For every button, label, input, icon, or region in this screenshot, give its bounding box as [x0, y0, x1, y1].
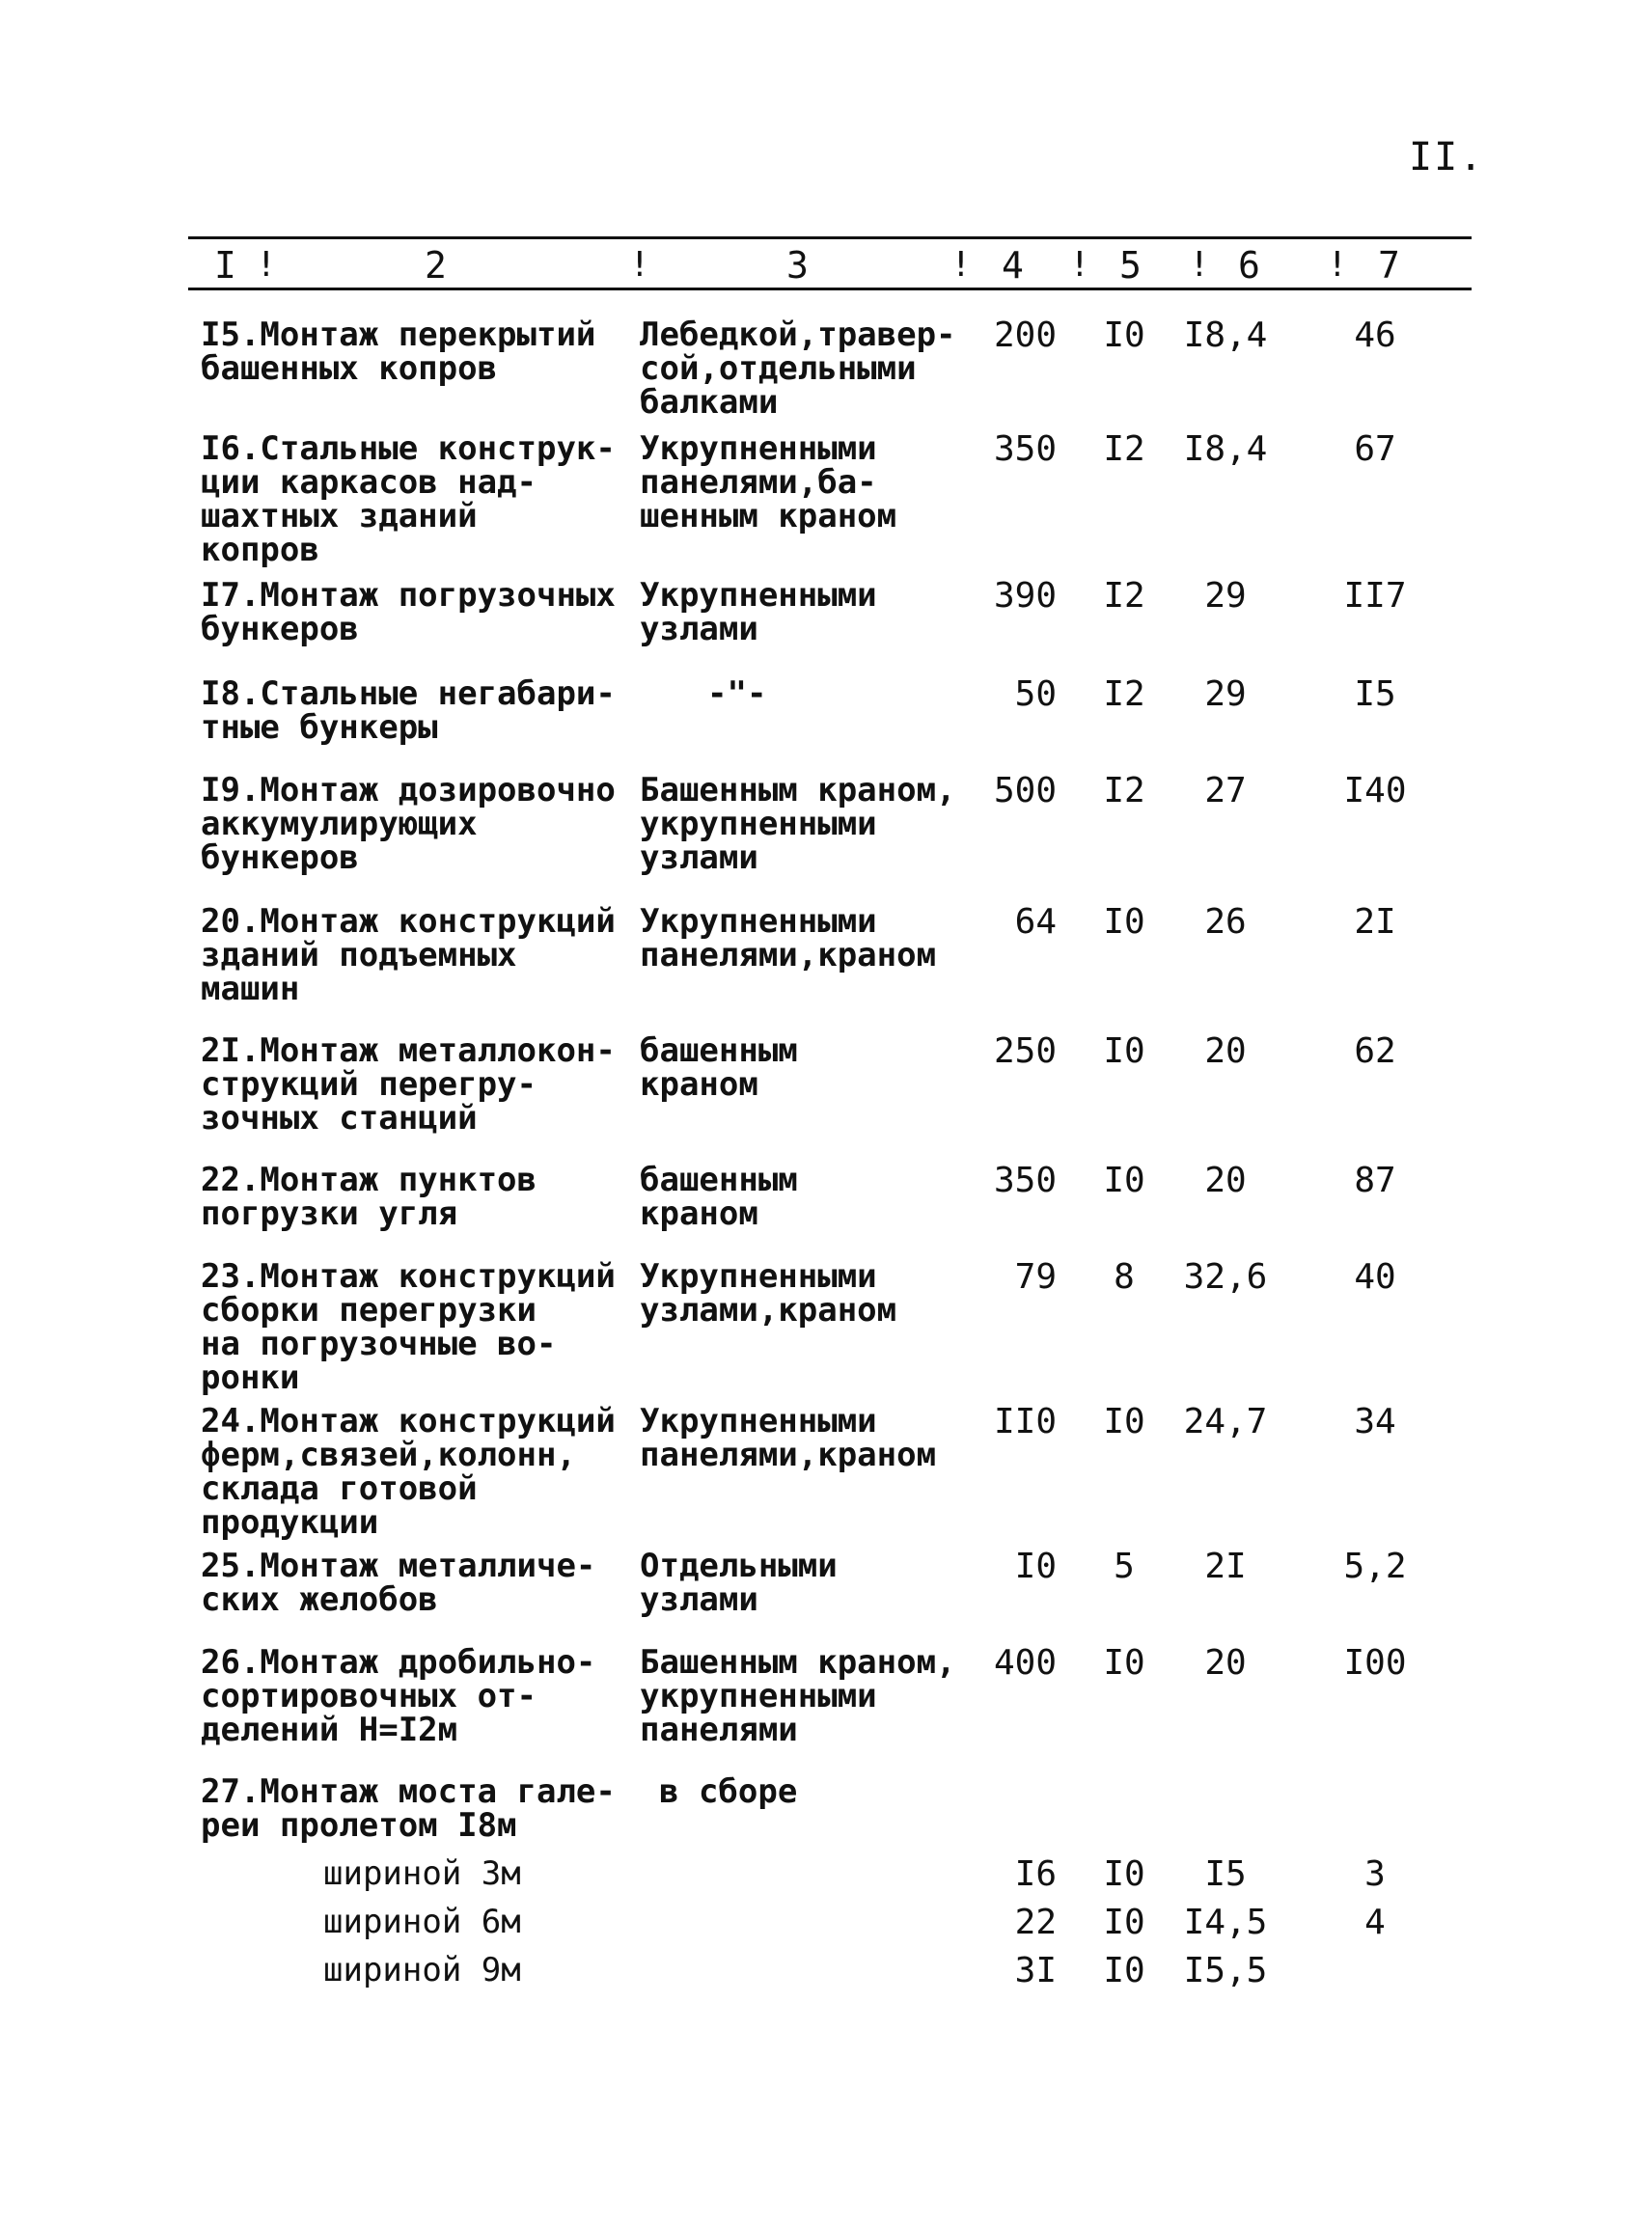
work-description: I8.Стальные негабари- тные бункеры — [201, 674, 616, 747]
install-method: Отдельными узлами — [640, 1547, 838, 1619]
work-description: 24.Монтаж конструкций ферм,связей,колонн, склада готовой продукции — [201, 1402, 616, 1542]
work-description: I9.Монтаж дозировочно аккумулирующих бункеров — [201, 771, 616, 877]
value-col-6: I5,5 — [1183, 1951, 1268, 1990]
value-col-5: I0 — [1103, 1161, 1145, 1200]
work-description: 22.Монтаж пунктов погрузки угля — [201, 1161, 537, 1233]
header-separator: ! — [1327, 245, 1348, 285]
value-col-5: I0 — [1103, 315, 1145, 355]
value-col-4: 79 — [1014, 1257, 1057, 1297]
subrow-label: шириной 9м — [323, 1951, 521, 1989]
value-col-5: I0 — [1103, 902, 1145, 942]
header-col-5: 5 — [1119, 244, 1142, 287]
install-method: Лебедкой,травер- сой,отдельными балками — [640, 315, 956, 422]
table-header-rule — [188, 288, 1472, 290]
value-col-7: II7 — [1343, 576, 1407, 616]
work-description: 26.Монтаж дробильно- сортировочных от- делений Н=I2м — [201, 1643, 596, 1749]
value-col-4: 64 — [1014, 902, 1057, 942]
value-col-6: 29 — [1204, 674, 1247, 714]
value-col-5: I2 — [1103, 576, 1145, 616]
value-col-5: I2 — [1103, 771, 1145, 810]
value-col-7: 5,2 — [1343, 1547, 1407, 1586]
value-col-5: I0 — [1103, 1903, 1145, 1942]
install-method: -"- — [707, 674, 767, 713]
value-col-6: 27 — [1204, 771, 1247, 810]
install-method: башенным краном — [640, 1161, 798, 1233]
value-col-5: I2 — [1103, 674, 1145, 714]
work-description: I5.Монтаж перекрытий башенных копров — [201, 315, 596, 388]
work-description: 27.Монтаж моста гале- реи пролетом I8м — [201, 1772, 616, 1845]
value-col-5: I0 — [1103, 1951, 1145, 1990]
value-col-4: 3I — [1014, 1951, 1057, 1990]
value-col-4: 390 — [993, 576, 1057, 616]
value-col-4: 22 — [1014, 1903, 1057, 1942]
header-col-6: 6 — [1238, 244, 1260, 287]
value-col-6: 26 — [1204, 902, 1247, 942]
value-col-6: 32,6 — [1183, 1257, 1268, 1297]
page-number: II. — [1409, 135, 1485, 179]
value-col-7: I40 — [1343, 771, 1407, 810]
value-col-5: 8 — [1114, 1257, 1135, 1297]
value-col-5: I0 — [1103, 1031, 1145, 1071]
header-col-4: 4 — [1002, 244, 1024, 287]
install-method: башенным краном — [640, 1031, 798, 1104]
value-col-7: 67 — [1354, 429, 1396, 469]
subrow-label: шириной 3м — [323, 1854, 521, 1893]
work-description: 20.Монтаж конструкций зданий подъемных машин — [201, 902, 616, 1008]
install-method: Башенным краном, укрупненными узлами — [640, 771, 956, 877]
table-top-rule — [188, 236, 1472, 239]
value-col-5: I0 — [1103, 1854, 1145, 1894]
header-separator: ! — [1069, 245, 1090, 285]
value-col-7: I00 — [1343, 1643, 1407, 1683]
value-col-5: 5 — [1114, 1547, 1135, 1586]
value-col-4: 50 — [1014, 674, 1057, 714]
value-col-4: 350 — [993, 429, 1057, 469]
install-method: Укрупненными узлами,краном — [640, 1257, 897, 1330]
subrow-label: шириной 6м — [323, 1903, 521, 1941]
value-col-6: 24,7 — [1183, 1402, 1268, 1441]
value-col-7: 46 — [1354, 315, 1396, 355]
value-col-5: I0 — [1103, 1402, 1145, 1441]
header-col-2: 2 — [425, 244, 447, 287]
value-col-4: 250 — [993, 1031, 1057, 1071]
work-description: I6.Стальные конструк- ции каркасов над- шахтных зданий копров — [201, 429, 616, 569]
install-method: Укрупненными панелями,краном — [640, 1402, 937, 1474]
header-col-3: 3 — [786, 244, 809, 287]
value-col-4: I6 — [1014, 1854, 1057, 1894]
value-col-6: 20 — [1204, 1031, 1247, 1071]
work-description: 23.Монтаж конструкций сборки перегрузки на погрузочные во- ронки — [201, 1257, 616, 1397]
value-col-5: I2 — [1103, 429, 1145, 469]
install-method: в сборе — [659, 1772, 798, 1811]
header-separator: ! — [256, 245, 277, 285]
value-col-7: 3 — [1364, 1854, 1386, 1894]
install-method: Укрупненными узлами — [640, 576, 877, 648]
value-col-4: 400 — [993, 1643, 1057, 1683]
header-col-7: 7 — [1378, 244, 1400, 287]
value-col-6: 29 — [1204, 576, 1247, 616]
value-col-7: 2I — [1354, 902, 1396, 942]
work-description: I7.Монтаж погрузочных бункеров — [201, 576, 616, 648]
work-description: 2I.Монтаж металлокон- струкций перегру- зочных станций — [201, 1031, 616, 1138]
value-col-6: I5 — [1204, 1854, 1247, 1894]
header-separator: ! — [629, 245, 650, 285]
value-col-4: I0 — [1014, 1547, 1057, 1586]
install-method: Башенным краном, укрупненными панелями — [640, 1643, 956, 1749]
install-method: Укрупненными панелями,краном — [640, 902, 937, 974]
value-col-4: II0 — [993, 1402, 1057, 1441]
header-separator: ! — [950, 245, 972, 285]
value-col-4: 350 — [993, 1161, 1057, 1200]
work-description: 25.Монтаж металличе- ских желобов — [201, 1547, 596, 1619]
value-col-7: 62 — [1354, 1031, 1396, 1071]
value-col-6: I4,5 — [1183, 1903, 1268, 1942]
value-col-6: 20 — [1204, 1161, 1247, 1200]
value-col-4: 500 — [993, 771, 1057, 810]
value-col-6: 2I — [1204, 1547, 1247, 1586]
value-col-7: 4 — [1364, 1903, 1386, 1942]
value-col-7: 40 — [1354, 1257, 1396, 1297]
header-col-1: I — [214, 244, 236, 287]
install-method: Укрупненными панелями,ба- шенным краном — [640, 429, 897, 535]
value-col-6: 20 — [1204, 1643, 1247, 1683]
value-col-7: I5 — [1354, 674, 1396, 714]
value-col-7: 87 — [1354, 1161, 1396, 1200]
header-separator: ! — [1189, 245, 1210, 285]
value-col-4: 200 — [993, 315, 1057, 355]
value-col-5: I0 — [1103, 1643, 1145, 1683]
value-col-6: I8,4 — [1183, 429, 1268, 469]
value-col-7: 34 — [1354, 1402, 1396, 1441]
value-col-6: I8,4 — [1183, 315, 1268, 355]
